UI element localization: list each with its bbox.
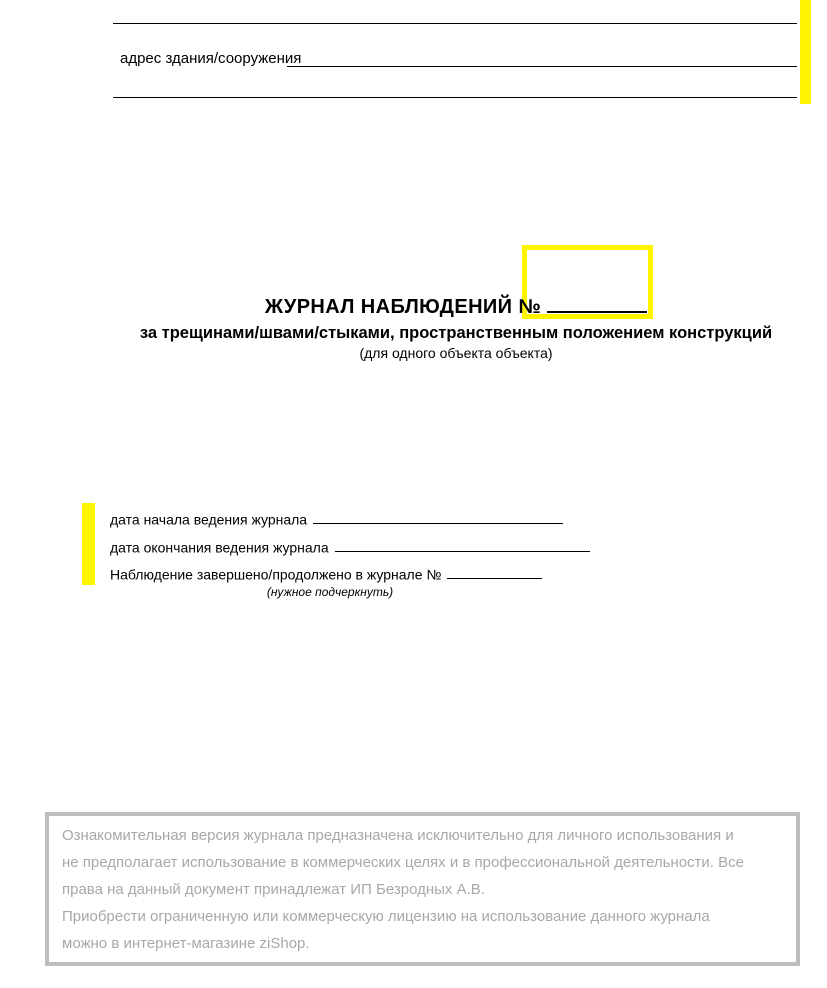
- underline-instruction-note: (нужное подчеркнуть): [266, 585, 394, 599]
- address-label: адрес здания/сооружения: [120, 50, 302, 67]
- subtitle-note: (для одного объекта объекта): [359, 345, 553, 361]
- license-line: права на данный документ принадлежат ИП Безродных А.В.: [62, 881, 485, 898]
- page-title: ЖУРНАЛ НАБЛЮДЕНИЙ №: [264, 296, 542, 318]
- start-date-input-line[interactable]: [313, 511, 563, 524]
- building-name-input-line[interactable]: [113, 23, 797, 24]
- continuation-number-input-line[interactable]: [447, 566, 542, 579]
- page-subtitle: за трещинами/швами/стыками, пространственным положением конструкций: [139, 324, 773, 342]
- yellow-highlight-bar-right: [800, 0, 811, 104]
- end-date-label: дата окончания ведения журнала: [110, 539, 329, 556]
- license-notice-box: [45, 812, 800, 966]
- start-date-label: дата начала ведения журнала: [110, 511, 308, 528]
- license-line: не предполагает использование в коммерческих целях и в профессиональной деятельности. Все: [62, 854, 744, 871]
- continuation-row: [110, 566, 542, 582]
- start-date-row: [110, 511, 563, 527]
- end-date-input-line[interactable]: [335, 539, 590, 552]
- license-line: Приобрести ограниченную или коммерческую лицензию на использование данного журнала: [62, 908, 710, 925]
- journal-number-input-line[interactable]: [547, 294, 647, 313]
- license-line: можно в интернет-магазине ziShop.: [62, 935, 310, 952]
- address-input-line[interactable]: [287, 66, 797, 67]
- page-title-row: [85, 294, 827, 319]
- end-date-row: [110, 539, 590, 555]
- continuation-label: Наблюдение завершено/продолжено в журнале №: [110, 566, 442, 583]
- address-continuation-input-line[interactable]: [113, 97, 797, 98]
- yellow-highlight-bar-left: [82, 503, 95, 585]
- license-line: Ознакомительная версия журнала предназначена исключительно для личного использования и: [62, 827, 734, 844]
